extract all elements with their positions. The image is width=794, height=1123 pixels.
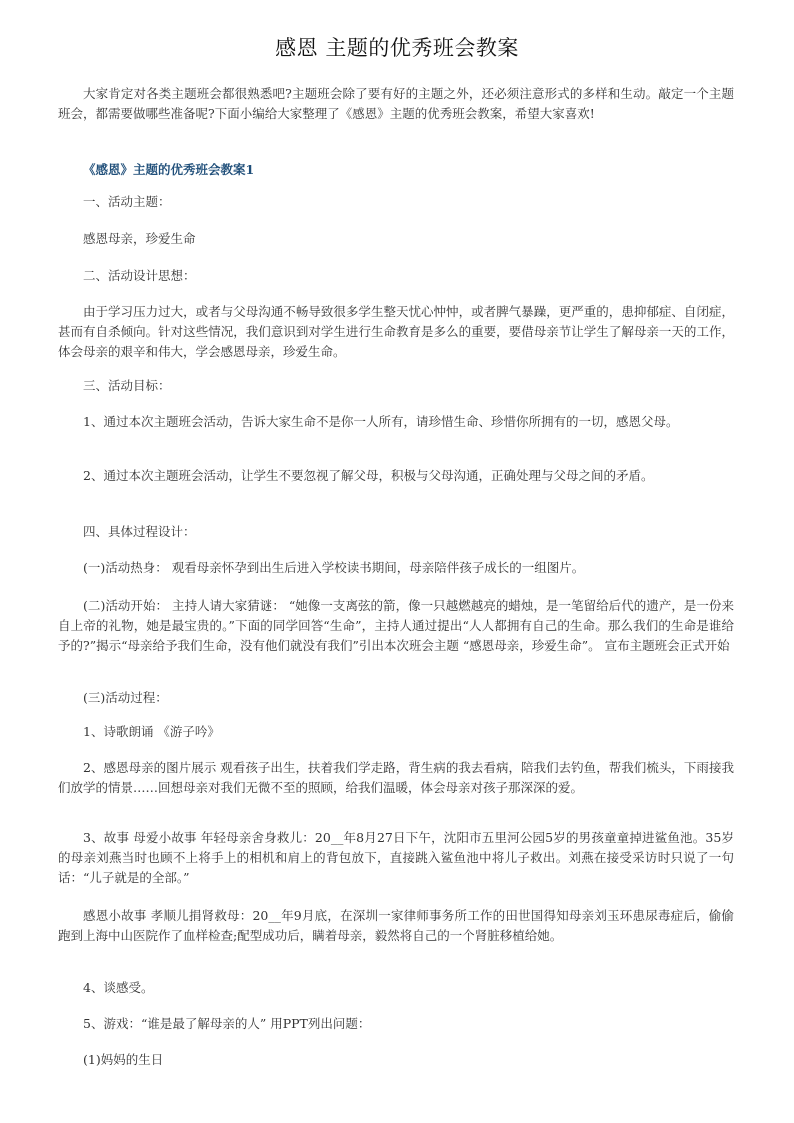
item-9-block xyxy=(58,596,734,656)
item-11-block xyxy=(58,722,734,742)
item-15-block xyxy=(58,978,734,998)
item-para: 感恩小故事 孝顺儿捐肾救母：20__年9月底，在深圳一家律师事务所工作的田世国得知母亲刘玉环患尿毒症后，偷偷跑到上海中山医院作了血样检查;配型成功后，瞒着母亲，毅然将自己的一个肾脏移植给她。 xyxy=(58,908,734,943)
item-line: 二、活动设计思想： xyxy=(83,268,196,283)
item-1-block xyxy=(58,229,734,249)
item-16-block xyxy=(58,1014,734,1034)
item-line: 感恩母亲，珍爱生命 xyxy=(83,231,196,246)
item-line: (三)活动过程： xyxy=(83,690,168,705)
item-5-block xyxy=(58,412,734,432)
item-para: 1、通过本次主题班会活动，告诉大家生命不是你一人所有，请珍惜生命、珍惜你所拥有的一切，感恩父母。 xyxy=(83,414,679,429)
item-line: (1)妈妈的生日 xyxy=(83,1052,164,1067)
item-line: 1、诗歌朗诵 《游子吟》 xyxy=(83,724,220,739)
item-line: 一、活动主题： xyxy=(83,194,171,209)
item-para: (二)活动开始： 主持人请大家猜谜： “她像一支离弦的箭，像一只越燃越亮的蜡烛，是一笔留给后代的遗产，是一份来自上帝的礼物，她是最宝贵的。”下面的同学回答“生命”，主持人通过提出“人人都拥有自己的生命。那么我们的生命是谁给予的?”揭示“母亲给予我们生命，没有他们就没有我们”引出本次班会主题 “感恩母亲，珍爱生命”。 宣布主题班会正式开始 xyxy=(58,598,734,653)
item-14-block xyxy=(58,906,734,946)
item-8-block xyxy=(58,558,734,578)
item-para: 由于学习压力过大，或者与父母沟通不畅导致很多学生整天忧心忡忡，或者脾气暴躁，更严重的，患抑郁症、自闭症，甚而有自杀倾向。针对这些情况，我们意识到对学生进行生命教育是多么的重要，要借母亲节让学生了解母亲一天的工作，体会母亲的艰辛和伟大，学会感恩母亲，珍爱生命。 xyxy=(58,304,734,359)
item-para: 2、通过本次主题班会活动，让学生不要忽视了解父母，积极与父母沟通，正确处理与父母之间的矛盾。 xyxy=(83,468,654,483)
item-line: 5、游戏：“谁是最了解母亲的人” 用PPT列出问题： xyxy=(83,1016,371,1031)
item-para: 3、故事 母爱小故事 年轻母亲舍身救儿：20__年8月27日下午，沈阳市五里河公园5岁的男孩童童掉进鲨鱼池。35岁的母亲刘燕当时也顾不上将手上的相机和肩上的背包放下，直接跳入鲨鱼池中将儿子救出。刘燕在接受采访时只说了一句话：“儿子就是的全部。” xyxy=(58,830,734,885)
item-7-block xyxy=(58,522,734,542)
intro-text: 大家肯定对各类主题班会都很熟悉吧?主题班会除了要有好的主题之外，还必须注意形式的多样和生动。敲定一个主题班会，都需要做哪些准备呢?下面小编给大家整理了《感恩》主题的优秀班会教案，希望大家喜欢! xyxy=(58,86,734,121)
item-line: (一)活动热身： 观看母亲怀孕到出生后进入学校读书期间，母亲陪伴孩子成长的一组图片。 xyxy=(83,560,585,575)
item-0-block xyxy=(58,192,734,212)
item-line: 三、活动目标： xyxy=(83,378,171,393)
item-line: 4、谈感受。 xyxy=(83,980,154,995)
item-line: 四、具体过程设计： xyxy=(83,524,196,539)
section-heading-block xyxy=(58,160,734,180)
item-2-block xyxy=(58,266,734,286)
page-title: 感恩 主题的优秀班会教案 xyxy=(275,36,519,60)
intro-paragraph xyxy=(58,84,734,124)
item-13-block xyxy=(58,828,734,888)
item-12-block xyxy=(58,758,734,798)
item-para: 2、感恩母亲的图片展示 观看孩子出生，扶着我们学走路，背生病的我去看病，陪我们去钓鱼，帮我们梳头，下雨接我们放学的情景……回想母亲对我们无微不至的照顾，给我们温暖，体会母亲对孩子那深深的爱。 xyxy=(58,760,734,795)
item-10-block xyxy=(58,688,734,708)
item-3-block xyxy=(58,302,734,362)
item-17-block xyxy=(58,1050,734,1070)
section-heading: 《感恩》主题的优秀班会教案1 xyxy=(83,162,255,177)
item-6-block xyxy=(58,466,734,486)
item-4-block xyxy=(58,376,734,396)
